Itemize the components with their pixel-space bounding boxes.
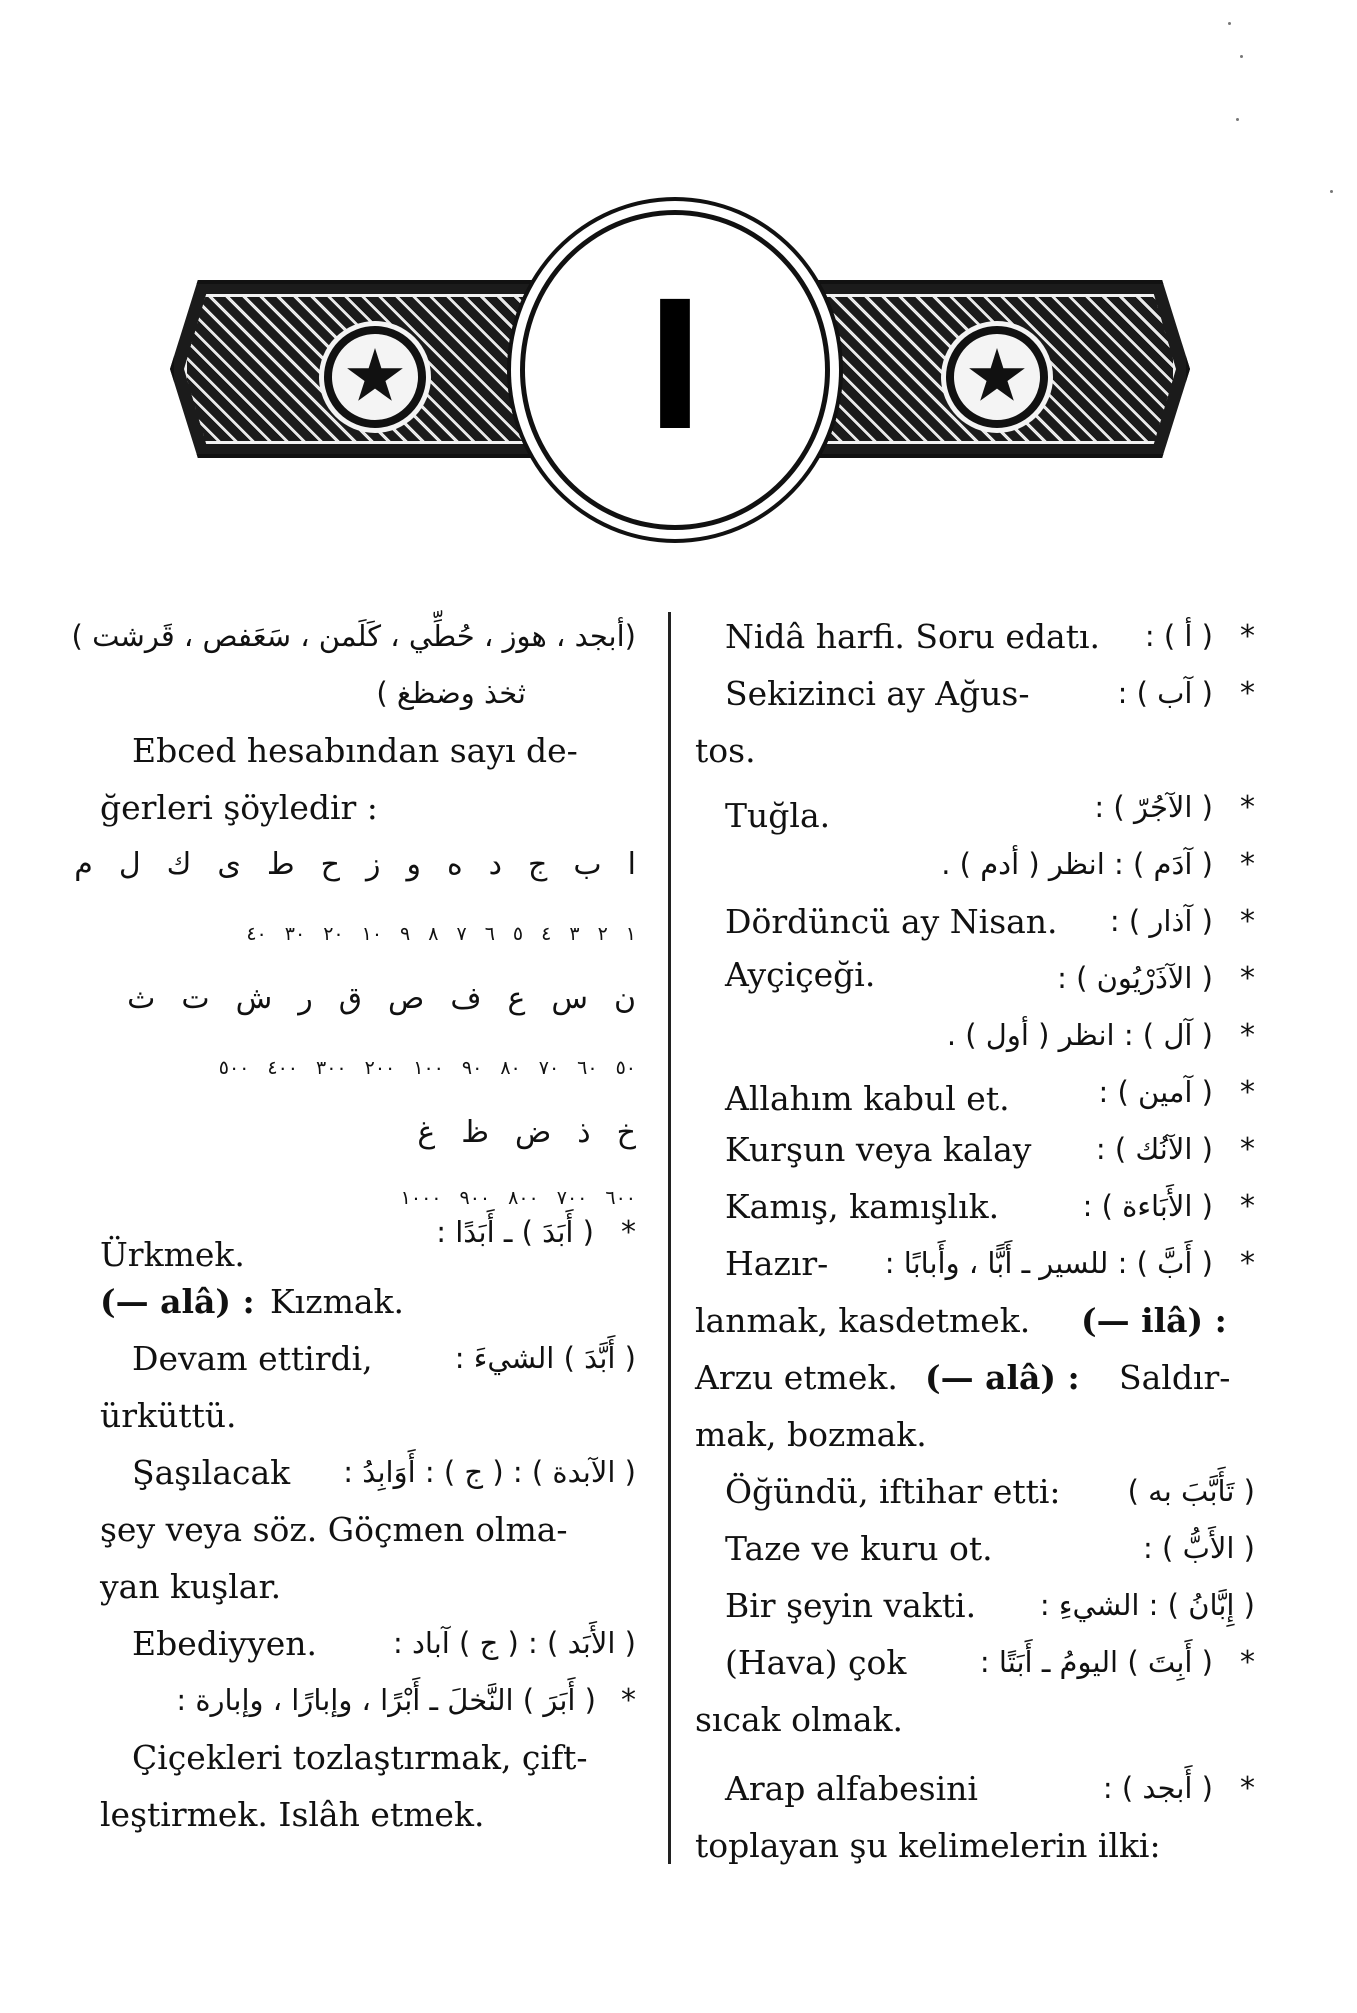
abjad-number: ٤٠: [246, 923, 267, 945]
abjad-number: ١: [625, 923, 636, 945]
entry-star-marker: *: [1240, 904, 1255, 939]
abjad-letter: ج: [528, 847, 548, 882]
abjad-number: ٩: [400, 923, 411, 945]
text-line: [100, 722, 636, 779]
letters-row: [100, 1104, 636, 1161]
turkish-text: Bir şeyin vakti.: [725, 1586, 977, 1625]
entry-star-marker: *: [1240, 1018, 1255, 1053]
abjad-number: ٨: [428, 923, 439, 945]
turkish-text: Devam ettirdi,: [132, 1339, 373, 1378]
bold-label: (— ilâ) :: [1081, 1301, 1227, 1340]
dictionary-entry: [695, 1007, 1255, 1064]
arabic-headword: ( إِبَّانُ ) : الشيءِ :: [1039, 1588, 1255, 1622]
abjad-numbers-row: [100, 1040, 636, 1104]
abjad-letter: م: [74, 847, 93, 882]
text-line: [100, 1786, 636, 1843]
entry-star-marker: *: [1240, 961, 1255, 996]
text-line: [100, 1387, 636, 1444]
text-line: [695, 1406, 1255, 1463]
arabic-headword: ( آل ) : انظر ( أول ) .: [946, 1018, 1213, 1052]
abjad-number: ٩٠٠: [459, 1187, 491, 1209]
abjad-letter: ك: [166, 847, 192, 882]
entry-star-marker: *: [1240, 790, 1255, 825]
turkish-text: Ürkmek.: [100, 1235, 245, 1274]
chapter-medallion: [520, 210, 830, 530]
entry-star-marker: *: [1240, 1645, 1255, 1680]
abjad-number: ٨٠٠: [508, 1187, 539, 1209]
arabic-headword: ( أَبَّ ) : للسير ـ أَبًّا ، وأَبابًا :: [884, 1246, 1213, 1280]
arabic-headword: ( الأَبُّ ) :: [1143, 1531, 1255, 1565]
text-line: [100, 779, 636, 836]
turkish-text: Şaşılacak: [132, 1453, 291, 1492]
abjad-letter: ل: [118, 847, 141, 882]
arabic-headword: ( أَبَّدَ ) الشيءَ :: [454, 1341, 636, 1375]
turkish-text: Taze ve kuru ot.: [725, 1529, 993, 1568]
abjad-number: ٤٠٠: [267, 1057, 299, 1079]
entry-star-marker: *: [1240, 1075, 1255, 1110]
text-line: [100, 1501, 636, 1558]
abjad-letter: غ: [417, 1115, 436, 1150]
arabesque-panel-right: [792, 280, 1190, 458]
dictionary-entry: [695, 1064, 1255, 1121]
speck: [1236, 118, 1239, 121]
arabic-headword: ( الآنُك ) :: [1095, 1132, 1213, 1166]
dictionary-entry: [100, 1444, 636, 1501]
entry-star-marker: *: [1240, 1189, 1255, 1224]
turkish-text: leştirmek. Islâh etmek.: [100, 1795, 485, 1834]
dictionary-entry: [100, 1672, 636, 1729]
abjad-words-line: [71, 608, 636, 665]
abjad-letter: ز: [365, 847, 381, 882]
left-column: [71, 608, 636, 1843]
abjad-letter: س: [551, 981, 588, 1016]
abjad-letter: ح: [320, 847, 340, 882]
abjad-letter: د: [488, 847, 503, 882]
dictionary-entry: [695, 1634, 1255, 1691]
dictionary-entry: [695, 1520, 1255, 1577]
abjad-number: ٣٠: [284, 923, 306, 945]
entry-star-marker: *: [621, 1215, 636, 1250]
arabic-headword: ( آمين ) :: [1098, 1075, 1213, 1109]
abjad-letter: ش: [235, 981, 273, 1016]
entry-star-marker: *: [1240, 619, 1255, 654]
arabic-headword: ( آدَم ) : انظر ( أدم ) .: [941, 847, 1213, 881]
text-line: [100, 1729, 636, 1786]
turkish-text: Tuğla.: [725, 796, 831, 835]
text-line: [695, 1349, 1255, 1406]
abjad-letters-row: [100, 1104, 636, 1170]
dictionary-entry: [695, 779, 1255, 836]
text-line: [100, 1273, 636, 1330]
abjad-letter: ه: [446, 847, 463, 882]
abjad-letter: ث: [127, 981, 156, 1016]
abjad-letters-row: [100, 970, 636, 1040]
arabic-headword: ( أَبجد ) :: [1102, 1771, 1213, 1805]
abjad-number: ٥٠٠: [218, 1057, 250, 1079]
turkish-text: ürküttü.: [100, 1396, 237, 1435]
abjad-letter: خ: [616, 1115, 636, 1150]
turkish-text: Arap alfabesini: [725, 1769, 978, 1808]
abjad-letter: ظ: [461, 1115, 489, 1150]
column-divider: [668, 612, 671, 1864]
abjad-number: ٥٠: [615, 1057, 636, 1079]
abjad-numbers-row: [100, 906, 636, 970]
abjad-letter: ا: [627, 847, 636, 882]
abjad-letter: و: [406, 847, 421, 882]
speck: [1240, 55, 1243, 58]
abjad-letter: ص: [388, 981, 425, 1016]
turkish-text: lanmak, kasdetmek.: [695, 1301, 1031, 1340]
entry-star-marker: *: [1240, 1132, 1255, 1167]
entry-star-marker: *: [1240, 676, 1255, 711]
abjad-number: ٩٠: [461, 1057, 483, 1079]
numbers-row: [100, 906, 636, 963]
abjad-letter: ذ: [577, 1115, 591, 1150]
arabic-headword: ( الآبدة ) : ( ج ) : أَوَابِدُ :: [343, 1455, 636, 1489]
abjad-letter: ب: [573, 847, 602, 882]
arabic-headword: ( الأَبَد ) : ( ج ) آباد :: [392, 1626, 636, 1660]
dictionary-entry: [695, 608, 1255, 665]
abjad-number: ٢: [597, 923, 608, 945]
abjad-words-line: [100, 665, 636, 722]
abjad-letter: ف: [450, 981, 482, 1016]
turkish-text: Kurşun veya kalay: [725, 1130, 1032, 1169]
turkish-text: Kamış, kamışlık.: [725, 1187, 1000, 1226]
turkish-text: Sekizinci ay Ağus-: [725, 674, 1030, 713]
bold-label: (— alâ) :: [925, 1358, 1080, 1397]
abjad-letter: ع: [507, 981, 526, 1016]
abjad-number: ٧٠: [538, 1057, 560, 1079]
abjad-number: ٧٠٠: [556, 1187, 588, 1209]
turkish-text: Ebced hesabından sayı de-: [132, 731, 578, 770]
arabic-headword: ( أ ) :: [1144, 619, 1213, 653]
rosette-icon: [324, 326, 426, 428]
abjad-number: ٢٠: [323, 923, 344, 945]
dictionary-entry: [695, 665, 1255, 722]
abjad-number: ٧: [456, 923, 467, 945]
dictionary-entry: [695, 1760, 1255, 1817]
abjad-number: ٣: [569, 923, 580, 945]
arabic-headword: ( تَأَبَّبَ به ): [1127, 1474, 1255, 1508]
arabic-headword: ( أَبِتَ ) اليومُ ـ أَبَتًا :: [979, 1645, 1213, 1679]
abjad-number: ٢٠٠: [364, 1057, 396, 1079]
arabic-headword: ( أَبَرَ ) النَّخلَ ـ أَبْرًا ، وإبارًا ، وإبارة :: [176, 1683, 596, 1717]
arabic-headword: ( آذار ) :: [1109, 904, 1213, 938]
abjad-letters-row: [74, 836, 636, 906]
dictionary-entry: [695, 1178, 1255, 1235]
chapter-header-ornament: [150, 200, 1210, 530]
turkish-text: toplayan şu kelimelerin ilki:: [695, 1826, 1161, 1865]
text-line: [100, 1558, 636, 1615]
abjad-letter: ق: [338, 981, 363, 1016]
turkish-text: mak, bozmak.: [695, 1415, 927, 1454]
chapter-letter: ا: [645, 271, 705, 469]
rosette-icon: [946, 326, 1048, 428]
turkish-text: Nidâ harfi. Soru edatı.: [725, 617, 1101, 656]
dictionary-entry: [100, 1330, 636, 1387]
turkish-text: tos.: [695, 731, 756, 770]
turkish-text: şey veya söz. Göçmen olma-: [100, 1510, 568, 1549]
entry-star-marker: *: [1240, 1246, 1255, 1281]
abjad-number: ٣٠٠: [316, 1057, 347, 1079]
dictionary-entry: [695, 950, 1255, 1007]
letters-row: [74, 836, 636, 893]
entry-star-marker: *: [1240, 847, 1255, 882]
turkish-text: Ebediyyen.: [132, 1624, 317, 1663]
text-line: [695, 1817, 1255, 1874]
right-column: [695, 608, 1255, 1874]
abjad-letter: ض: [514, 1115, 552, 1150]
dictionary-entry: [695, 893, 1255, 950]
abjad-number: ٦٠٠: [605, 1187, 636, 1209]
dictionary-entry: [695, 1235, 1255, 1292]
dictionary-entry: [100, 1615, 636, 1672]
arabic-headword: ( الأَبَاءة ) :: [1082, 1189, 1213, 1223]
abjad-number: ٨٠: [500, 1057, 521, 1079]
abjad-number: ١٠: [361, 923, 383, 945]
arabic-text: (أبجد ، هوز ، حُطِّي ، كَلَمن ، سَعَفص ، قَرشت ): [71, 619, 636, 653]
text-line: [695, 1691, 1255, 1748]
abjad-number: ١٠٠٠: [400, 1187, 442, 1209]
arabic-headword: ( آب ) :: [1117, 676, 1213, 710]
abjad-number: ١٠٠: [413, 1057, 444, 1079]
turkish-text: Öğündü, iftihar etti:: [725, 1472, 1061, 1511]
arabesque-panel-left: [170, 280, 568, 458]
turkish-text: ğerleri şöyledir :: [100, 788, 378, 827]
abjad-letter: ط: [266, 847, 295, 882]
dictionary-entry: [695, 1463, 1255, 1520]
bold-label: (— alâ) :: [100, 1282, 255, 1321]
abjad-number: ٦: [484, 923, 495, 945]
turkish-text: Kızmak.: [270, 1282, 405, 1321]
dictionary-entry: [100, 1216, 636, 1273]
arabic-text: ثخذ وضظغ ): [376, 676, 526, 710]
turkish-text: Allahım kabul et.: [725, 1079, 1010, 1118]
dictionary-entry: [695, 1577, 1255, 1634]
dictionary-entry: [695, 1121, 1255, 1178]
abjad-letter: ر: [298, 981, 313, 1016]
turkish-text: sıcak olmak.: [695, 1700, 904, 1739]
entry-star-marker: *: [1240, 1771, 1255, 1806]
turkish-text: Saldır-: [1119, 1358, 1231, 1397]
turkish-text: Arzu etmek.: [695, 1358, 898, 1397]
speck: [1330, 190, 1333, 193]
turkish-text: Çiçekleri tozlaştırmak, çift-: [132, 1738, 588, 1777]
abjad-number: ٦٠: [577, 1057, 598, 1079]
abjad-letter: ت: [181, 981, 210, 1016]
turkish-text: Hazır-: [725, 1244, 829, 1283]
abjad-letter: ى: [217, 847, 241, 882]
turkish-text: (Hava) çok: [725, 1643, 907, 1682]
abjad-number: ٤: [541, 923, 552, 945]
turkish-text: yan kuşlar.: [100, 1567, 282, 1606]
letters-row: [100, 970, 636, 1027]
entry-star-marker: *: [621, 1683, 636, 1718]
text-line: [695, 722, 1255, 779]
arabic-headword: ( أَبَدَ ) ـ أَبَدًا :: [436, 1215, 594, 1249]
text-line: [695, 1292, 1255, 1349]
speck: [1228, 22, 1231, 25]
numbers-row: [100, 1040, 636, 1097]
turkish-text: Ayçiçeği.: [725, 955, 876, 994]
turkish-text: Dördüncü ay Nisan.: [725, 902, 1058, 941]
abjad-letter: ن: [613, 981, 636, 1016]
abjad-number: ٥: [512, 923, 524, 945]
arabic-headword: ( الآجُرّ ) :: [1094, 790, 1213, 824]
arabic-headword: ( الآذَرْيُون ) :: [1057, 961, 1213, 995]
dictionary-entry: [695, 836, 1255, 893]
